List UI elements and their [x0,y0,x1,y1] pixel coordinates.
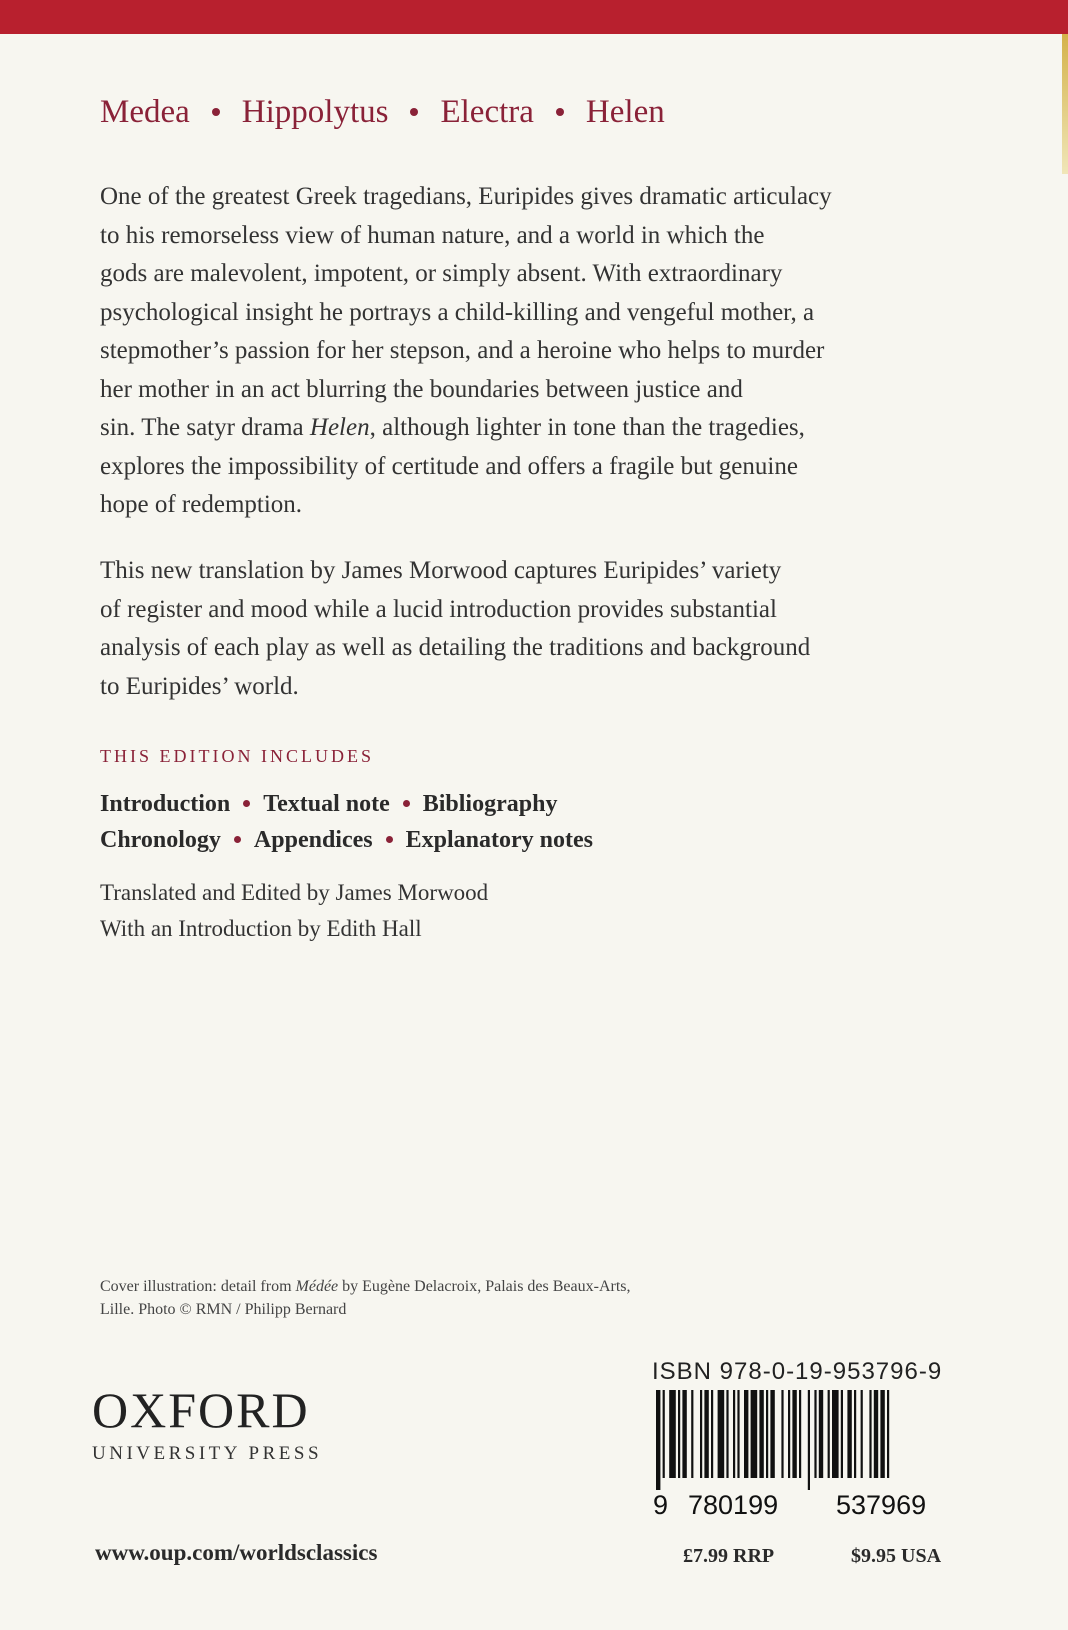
top-color-band [0,0,1068,34]
barcode-lead-digit: 9 [653,1490,669,1520]
translation-line: to Euripides’ world. [100,672,299,700]
translator-credit: Translated and Edited by James Morwood [100,880,489,905]
translation-line: of register and mood while a lucid introduction provides substantial [100,595,777,623]
includes-row [100,822,593,858]
title-helen: Helen [585,94,665,130]
bullet-icon [410,108,418,116]
description-line: psychological insight he portrays a child-killing and vengeful mother, a [100,298,815,326]
cover-illustration-credit [100,1275,631,1321]
bullet-icon [556,108,564,116]
description-line [100,409,980,448]
edition-includes-heading: THIS EDITION INCLUDES [100,746,374,766]
bullet-icon [386,836,393,843]
price-us: $9.95 USA [851,1545,942,1567]
include-appendices: Appendices [253,827,373,853]
description-line: hope of redemption. [100,491,303,518]
translation-line: analysis of each play as well as detailing the traditions and background [100,634,811,661]
publisher-subname: UNIVERSITY PRESS [92,1443,323,1464]
include-explanatory-notes: Explanatory notes [405,827,593,853]
description-paragraph [100,178,980,525]
description-line: explores the impossibility of certitude and offers a fragile but genuine [100,452,798,480]
bullet-icon [234,836,241,843]
cover-credit-line: Lille. Photo © RMN / Philipp Bernard [100,1301,347,1318]
translation-line: This new translation by James Morwood captures Euripides’ variety [100,557,782,584]
include-textual-note: Textual note [263,791,390,817]
description-line: to his remorseless view of human nature, and a world in which the [100,221,765,249]
include-chronology: Chronology [100,827,221,853]
description-line: stepmother’s passion for her stepson, and a heroine who helps to murder [100,337,825,364]
bullet-icon [212,108,220,116]
artwork-title: Médée [295,1278,339,1295]
publisher-name: OXFORD [92,1382,310,1438]
title-electra: Electra [440,94,534,130]
barcode-digits-right: 537969 [836,1490,927,1520]
spine-edge [1062,34,1068,174]
title-medea: Medea [100,94,190,130]
description-line: her mother in an act blurring the boundaries between justice and [100,375,743,403]
description-line: gods are malevolent, impotent, or simply absent. With extraordinary [100,260,783,287]
description-text: sin. The satyr drama [100,414,310,441]
include-introduction: Introduction [100,791,231,817]
play-titles [100,94,665,131]
oxford-logo [92,1382,323,1465]
includes-row [100,786,593,822]
title-hippolytus: Hippolytus [241,94,389,130]
italic-title-helen: Helen [309,414,370,441]
translation-paragraph [100,552,980,706]
publisher-url[interactable]: www.oup.com/worldsclassics [95,1540,378,1565]
edition-includes-list [100,786,593,858]
price-uk: £7.99 RRP [683,1545,775,1567]
credits [100,875,488,947]
cover-credit-text: by Eugène Delacroix, Palais des Beaux-Arts, [338,1278,631,1295]
barcode-digits-left: 780199 [688,1490,779,1520]
include-bibliography: Bibliography [422,791,558,817]
barcode-icon [654,1390,954,1490]
description-line: One of the greatest Greek tragedians, Euripides gives dramatic articulacy [100,183,832,210]
cover-credit-text: Cover illustration: detail from [100,1278,296,1295]
introduction-credit: With an Introduction by Edith Hall [100,916,422,941]
bullet-icon [403,800,410,807]
bullet-icon [243,800,250,807]
cover-credit-line [100,1275,631,1298]
isbn-label: ISBN 978-0-19-953796-9 [652,1358,943,1385]
description-text: , although lighter in tone than the tragedies, [369,414,805,441]
